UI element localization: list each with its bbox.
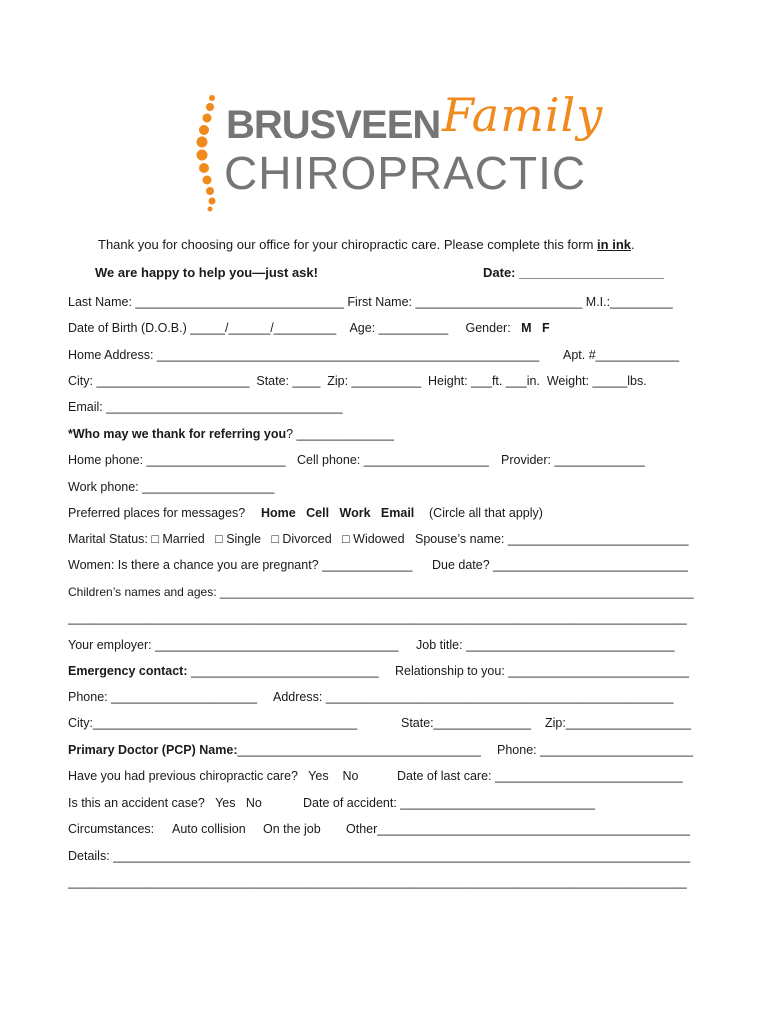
due-date-field[interactable]: Due date? ____________________________: [432, 558, 688, 572]
details-extra-line[interactable]: _________________________________________________________________________________________: [68, 875, 687, 889]
date-field[interactable]: Date: ____________________: [483, 265, 664, 280]
details-field[interactable]: Details: ___________________________________________________________________________________: [68, 849, 691, 863]
referral-field[interactable]: [68, 426, 394, 442]
logo-brusveen: BRUSVEEN: [226, 103, 441, 147]
auto-collision-option[interactable]: Auto collision: [172, 822, 246, 836]
work-phone-field[interactable]: Work phone: ___________________: [68, 480, 275, 494]
provider-field[interactable]: Provider: _____________: [501, 453, 645, 467]
employer-field[interactable]: Your employer: ___________________________________: [68, 638, 399, 652]
previous-care-question[interactable]: Have you had previous chiropractic care? Yes No: [68, 769, 359, 783]
dob-age-gender-label[interactable]: Date of Birth (D.O.B.) _____/______/_________ Age: __________ Gender:: [68, 321, 522, 335]
intro-text: [98, 237, 635, 252]
accident-date-field[interactable]: Date of accident: ____________________________: [303, 796, 595, 810]
pcp-name-blank[interactable]: ___________________________________: [237, 743, 481, 757]
emergency-contact-field[interactable]: [68, 663, 379, 679]
email-field[interactable]: Email: __________________________________: [68, 400, 343, 414]
gender-options[interactable]: M F: [521, 321, 550, 335]
message-place-options[interactable]: Home Cell Work Email: [261, 506, 415, 520]
emergency-contact-blank[interactable]: ___________________________: [187, 664, 379, 678]
logo-chiropractic: CHIROPRACTIC: [224, 147, 587, 199]
other-field[interactable]: Other_____________________________________________: [346, 822, 691, 836]
apt-field[interactable]: Apt. #____________: [563, 348, 680, 362]
intro-sentence: Thank you for choosing our office for your chiropractic care. Please complete this form: [98, 237, 598, 252]
last-care-date-field[interactable]: Date of last care: ___________________________: [397, 769, 683, 783]
emergency-address-field[interactable]: Address: __________________________________________________: [273, 690, 674, 704]
relationship-field[interactable]: Relationship to you: __________________________: [395, 664, 690, 678]
circle-all-note: (Circle all that apply): [429, 506, 543, 520]
preferred-messages-label: Preferred places for messages?: [68, 506, 246, 520]
welcome-text: We are happy to help you—just ask!: [95, 265, 318, 280]
name-row[interactable]: Last Name: ______________________________ First Name: ________________________ M.I.:_________: [68, 295, 673, 309]
intro-emphasis: in ink: [597, 237, 631, 252]
cell-phone-field[interactable]: Cell phone: __________________: [297, 453, 489, 467]
emergency-zip-field[interactable]: Zip:__________________: [545, 716, 691, 730]
city-state-height-row[interactable]: City: ______________________ State: ____ Zip: __________ Height: ___ft. ___in. Weight: _____lbs.: [68, 374, 647, 388]
marital-status-row[interactable]: Marital Status: □ Married □ Single □ Divorced □ Widowed Spouse’s name: __________________________: [68, 532, 689, 546]
pcp-phone-field[interactable]: Phone: ______________________: [497, 743, 694, 757]
job-title-field[interactable]: Job title: ______________________________: [416, 638, 675, 652]
circumstances-label: Circumstances:: [68, 822, 155, 836]
intro-period: .: [631, 237, 635, 252]
pcp-name-label: Primary Doctor (PCP) Name:: [68, 743, 238, 757]
home-address-field[interactable]: Home Address: _______________________________________________________: [68, 348, 540, 362]
clinic-logo: [190, 88, 604, 213]
children-field[interactable]: Children’s names and ages: _______________________________________________________________________: [68, 585, 694, 599]
emergency-state-field[interactable]: State:______________: [401, 716, 531, 730]
pcp-name-field[interactable]: [68, 742, 481, 758]
logo-family: Family: [442, 88, 604, 142]
on-the-job-option[interactable]: On the job: [263, 822, 321, 836]
pregnancy-field[interactable]: Women: Is there a chance you are pregnant? _____________: [68, 558, 413, 572]
emergency-contact-label: Emergency contact:: [68, 664, 188, 678]
dob-age-gender-row[interactable]: [68, 320, 550, 336]
emergency-phone-field[interactable]: Phone: _____________________: [68, 690, 258, 704]
referral-label: *Who may we thank for referring you: [68, 427, 287, 441]
emergency-city-field[interactable]: City:______________________________________: [68, 716, 358, 730]
children-extra-line[interactable]: _________________________________________________________________________________________: [68, 611, 687, 625]
home-phone-field[interactable]: Home phone: ____________________: [68, 453, 286, 467]
accident-case-question[interactable]: Is this an accident case? Yes No: [68, 796, 262, 810]
referral-blank[interactable]: ? ______________: [286, 427, 394, 441]
